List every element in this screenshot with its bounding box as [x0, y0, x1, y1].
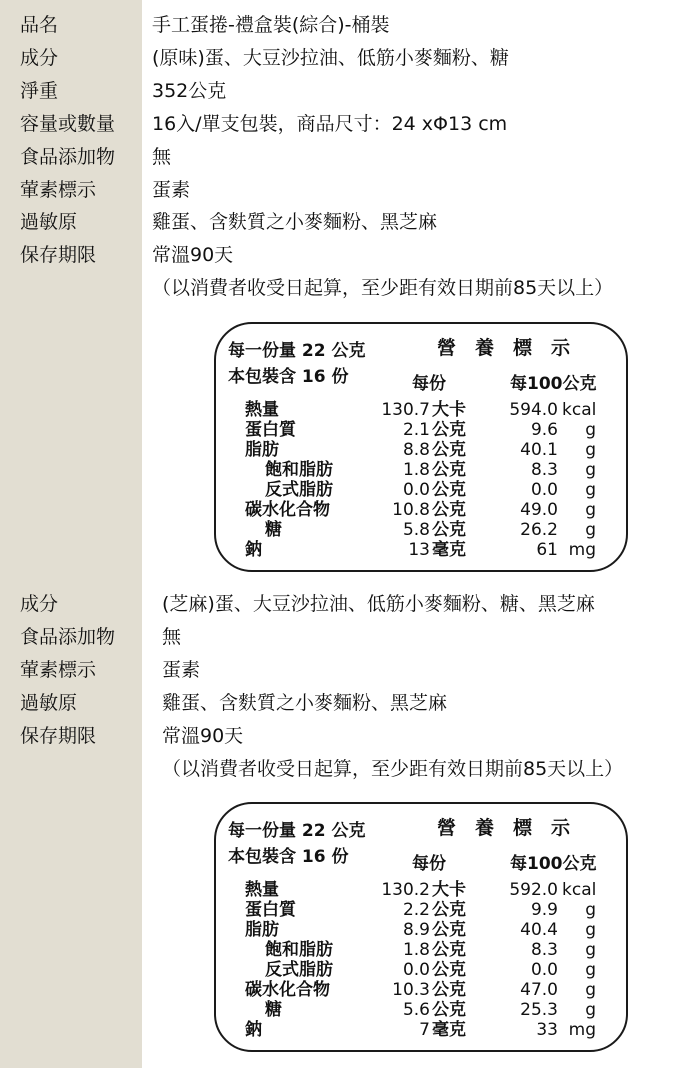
nutrition-label-1	[214, 322, 628, 572]
value-per-serving: 0.0	[402, 480, 430, 500]
nutrient-name: 飽和脂肪	[265, 460, 333, 480]
unit-per-serving: 公克	[432, 480, 466, 500]
value-diet-type: 蛋素	[152, 179, 191, 201]
value-per-100g: 47.0	[520, 980, 558, 1000]
label-ingredients: 成分	[20, 47, 59, 69]
unit-per-serving: 公克	[432, 420, 466, 440]
value-ingredients: (芝麻)蛋、大豆沙拉油、低筋小麥麵粉、糖、黑芝麻	[162, 593, 595, 615]
unit-per-serving: 公克	[432, 520, 466, 540]
unit-per-serving: 公克	[432, 440, 466, 460]
nutrient-name: 碳水化合物	[245, 500, 330, 520]
unit-per-100g: kcal	[562, 880, 597, 900]
value-shelf-life: 常溫90天	[152, 244, 234, 266]
value-per-serving: 8.8	[402, 440, 430, 460]
nutrient-name: 鈉	[245, 1020, 262, 1040]
nutrient-name: 糖	[265, 520, 282, 540]
value-per-serving: 10.3	[392, 980, 430, 1000]
unit-per-serving: 公克	[432, 460, 466, 480]
col-per-100g: 每100公克	[510, 374, 597, 394]
value-per-100g: 594.0	[509, 400, 558, 420]
label-shelf-life: 保存期限	[20, 725, 97, 747]
value-per-100g: 33	[536, 1020, 558, 1040]
servings-per-pack: 本包裝含 16 份	[228, 847, 349, 867]
nutrition-title: 營 養 標 示	[437, 337, 571, 359]
value-ingredients: (原味)蛋、大豆沙拉油、低筋小麥麵粉、糖	[152, 47, 509, 69]
unit-per-serving: 公克	[432, 900, 466, 920]
unit-per-100g: g	[585, 460, 596, 480]
nutrient-name: 飽和脂肪	[265, 940, 333, 960]
unit-per-100g: g	[585, 420, 596, 440]
unit-per-serving: 公克	[432, 980, 466, 1000]
unit-per-100g: g	[585, 1000, 596, 1020]
nutrient-name: 熱量	[245, 400, 279, 420]
value-per-100g: 0.0	[530, 480, 558, 500]
value-shelf-life: 常溫90天	[162, 725, 244, 747]
value-per-serving: 13	[408, 540, 430, 560]
col-per-100g: 每100公克	[510, 854, 597, 874]
nutrient-name: 鈉	[245, 540, 262, 560]
value-per-serving: 10.8	[392, 500, 430, 520]
value-per-100g: 9.6	[530, 420, 558, 440]
unit-per-serving: 公克	[432, 960, 466, 980]
value-per-100g: 61	[536, 540, 558, 560]
value-quantity: 16入/單支包裝，商品尺寸：24 xΦ13 cm	[152, 113, 508, 135]
value-additives: 無	[162, 626, 182, 648]
shelf-life-note: （以消費者收受日起算，至少距有效日期前85天以上）	[162, 758, 624, 780]
nutrient-name: 碳水化合物	[245, 980, 330, 1000]
nutrient-name: 蛋白質	[245, 420, 296, 440]
unit-per-serving: 大卡	[432, 400, 466, 420]
nutrition-title: 營 養 標 示	[437, 817, 571, 839]
value-per-100g: 8.3	[530, 460, 558, 480]
nutrient-name: 熱量	[245, 880, 279, 900]
value-per-serving: 7	[419, 1020, 430, 1040]
value-per-100g: 40.1	[520, 440, 558, 460]
label-additives: 食品添加物	[20, 626, 116, 648]
nutrient-name: 蛋白質	[245, 900, 296, 920]
unit-per-100g: g	[585, 480, 596, 500]
unit-per-serving: 公克	[432, 1000, 466, 1020]
value-per-100g: 40.4	[520, 920, 558, 940]
unit-per-serving: 毫克	[432, 1020, 466, 1040]
value-per-serving: 8.9	[402, 920, 430, 940]
label-net-weight: 淨重	[20, 80, 59, 102]
value-per-100g: 49.0	[520, 500, 558, 520]
value-per-serving: 2.1	[402, 420, 430, 440]
label-additives: 食品添加物	[20, 146, 116, 168]
serving-size: 每一份量 22 公克	[228, 341, 366, 361]
label-diet-type: 葷素標示	[20, 659, 97, 681]
label-ingredients: 成分	[20, 593, 59, 615]
value-per-serving: 2.2	[402, 900, 430, 920]
nutrient-name: 脂肪	[245, 920, 279, 940]
unit-per-100g: g	[585, 960, 596, 980]
unit-per-100g: mg	[568, 1020, 596, 1040]
nutrient-name: 反式脂肪	[265, 480, 333, 500]
col-per-serving: 每份	[412, 374, 446, 394]
nutrient-name: 反式脂肪	[265, 960, 333, 980]
unit-per-100g: g	[585, 900, 596, 920]
nutrition-label-2	[214, 802, 628, 1052]
value-per-serving: 130.2	[381, 880, 430, 900]
value-diet-type: 蛋素	[162, 659, 201, 681]
label-quantity: 容量或數量	[20, 113, 116, 135]
unit-per-100g: kcal	[562, 400, 597, 420]
unit-per-100g: g	[585, 440, 596, 460]
value-additives: 無	[152, 146, 172, 168]
unit-per-100g: mg	[568, 540, 596, 560]
value-per-100g: 592.0	[509, 880, 558, 900]
shelf-life-note: （以消費者收受日起算，至少距有效日期前85天以上）	[152, 277, 614, 299]
value-per-100g: 25.3	[520, 1000, 558, 1020]
unit-per-100g: g	[585, 980, 596, 1000]
nutrient-name: 脂肪	[245, 440, 279, 460]
label-shelf-life: 保存期限	[20, 244, 97, 266]
value-per-100g: 9.9	[530, 900, 558, 920]
value-per-serving: 0.0	[402, 960, 430, 980]
value-per-100g: 8.3	[530, 940, 558, 960]
servings-per-pack: 本包裝含 16 份	[228, 367, 349, 387]
unit-per-serving: 公克	[432, 920, 466, 940]
serving-size: 每一份量 22 公克	[228, 821, 366, 841]
label-allergens: 過敏原	[20, 692, 78, 714]
nutrient-name: 糖	[265, 1000, 282, 1020]
value-per-100g: 26.2	[520, 520, 558, 540]
unit-per-100g: g	[585, 520, 596, 540]
unit-per-serving: 毫克	[432, 540, 466, 560]
unit-per-serving: 公克	[432, 940, 466, 960]
value-per-serving: 1.8	[402, 940, 430, 960]
unit-per-100g: g	[585, 940, 596, 960]
unit-per-100g: g	[585, 920, 596, 940]
value-per-100g: 0.0	[530, 960, 558, 980]
value-allergens: 雞蛋、含麩質之小麥麵粉、黑芝麻	[152, 211, 438, 233]
value-per-serving: 1.8	[402, 460, 430, 480]
unit-per-serving: 大卡	[432, 880, 466, 900]
label-diet-type: 葷素標示	[20, 179, 97, 201]
label-allergens: 過敏原	[20, 211, 78, 233]
value-per-serving: 5.6	[402, 1000, 430, 1020]
col-per-serving: 每份	[412, 854, 446, 874]
value-per-serving: 130.7	[381, 400, 430, 420]
value-product-name: 手工蛋捲-禮盒裝(綜合)-桶裝	[152, 14, 390, 36]
unit-per-serving: 公克	[432, 500, 466, 520]
value-net-weight: 352公克	[152, 80, 227, 102]
value-allergens: 雞蛋、含麩質之小麥麵粉、黑芝麻	[162, 692, 448, 714]
label-product-name: 品名	[20, 14, 59, 36]
value-per-serving: 5.8	[402, 520, 430, 540]
unit-per-100g: g	[585, 500, 596, 520]
